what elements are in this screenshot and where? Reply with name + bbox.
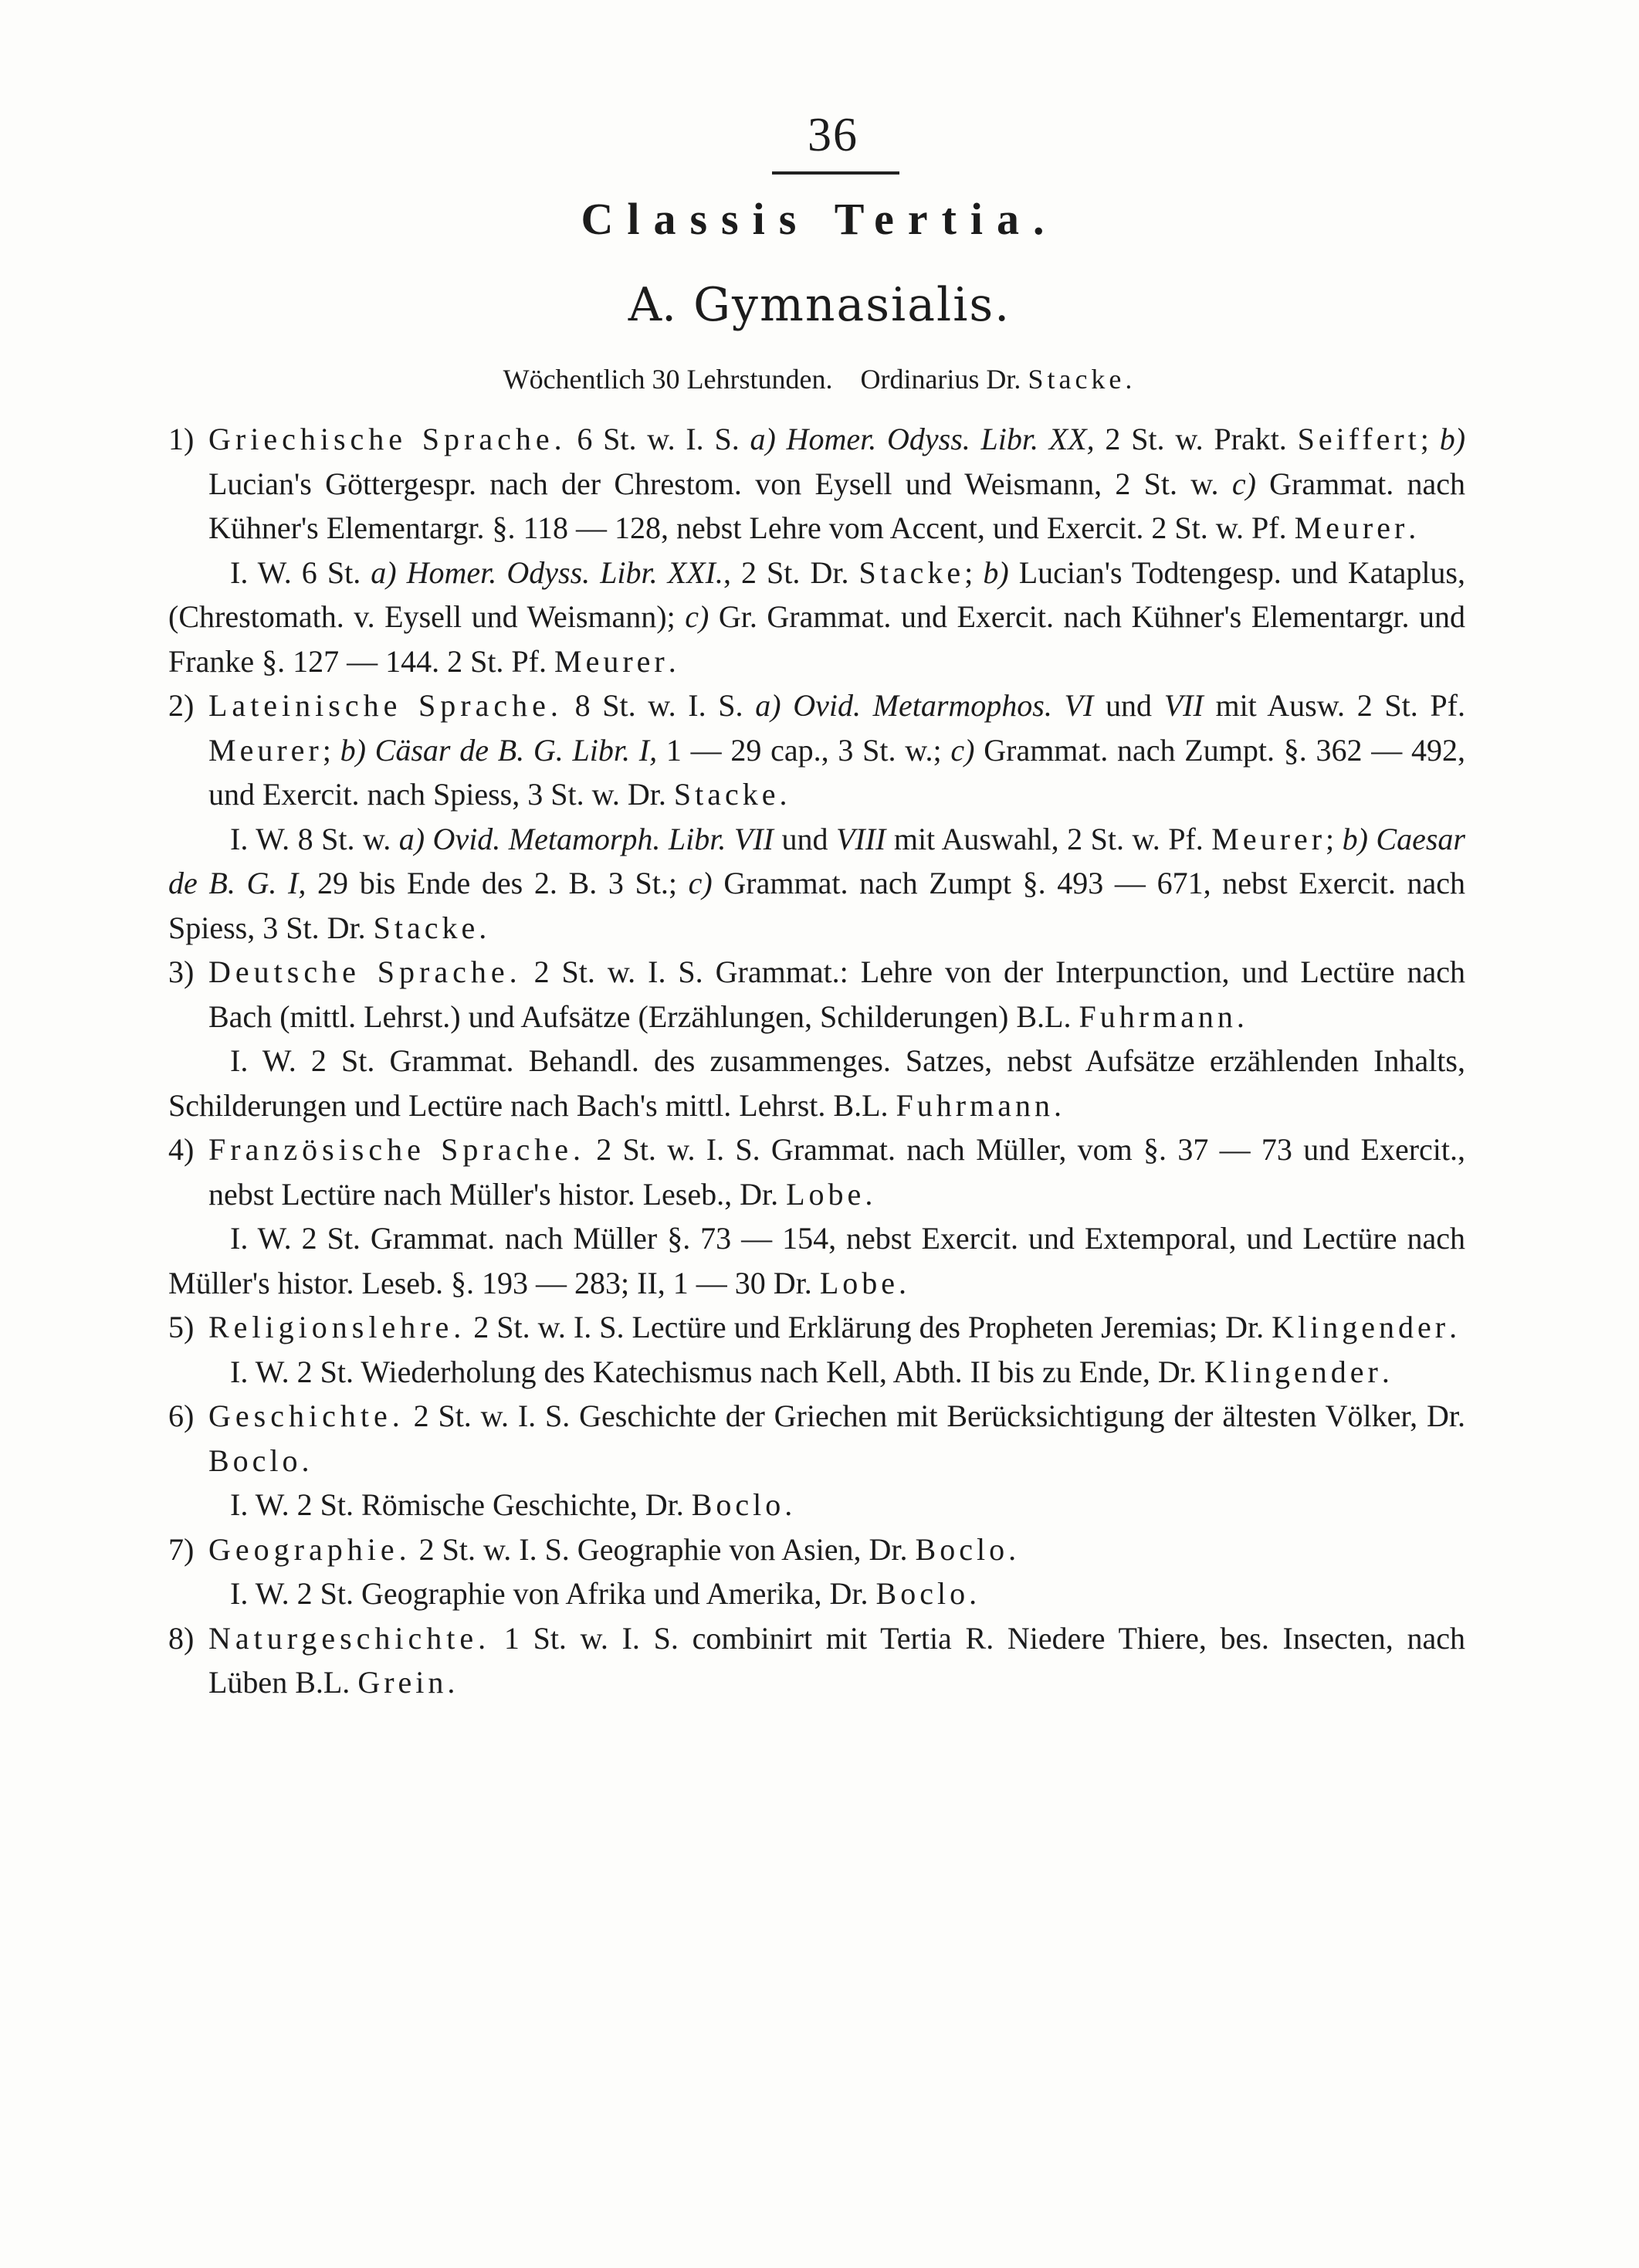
title-text: a) Homer. Odyss. Libr. XXI. — [371, 554, 723, 590]
subject-name: Religionslehre. — [208, 1310, 466, 1344]
subtitle-lead: A. — [628, 278, 677, 332]
teacher-name: Boclo — [691, 1487, 785, 1522]
teacher-name: Lobe — [819, 1265, 899, 1300]
teacher-name: Klingender — [1204, 1354, 1382, 1389]
title-text: c) — [688, 866, 713, 900]
subject-name: Deutsche Sprache. — [208, 954, 522, 989]
title-text: c) — [950, 732, 975, 768]
section-summer: 2) Lateinische Sprache. 8 St. w. I. S. a) Ovid. Metarmophos. VI und VII mit Ausw. 2 St. Pf. Meurer; b) Cäsar de B. G. Libr. I, 1 — 29 cap., 3 St. w.; c) Grammat. nach Zumpt. §. 362 — 492, und Exercit. nach Spiess, 3 St. w. Dr. Stacke. — [168, 683, 1465, 817]
section-number: 1) — [168, 422, 195, 456]
weekly-schedule — [0, 363, 1639, 395]
section-summer: 6) Geschichte. 2 St. w. I. S. Geschichte der Griechen mit Berücksichtigung der ältesten Völker, Dr. Boclo. — [168, 1394, 1465, 1483]
title-text: b) Caesar de B. G. I, — [168, 821, 1465, 900]
teacher-name: Stacke — [373, 910, 479, 945]
section-number: 4) — [168, 1132, 195, 1167]
title-text: b) Cäsar de B. G. Libr. I, — [340, 732, 658, 768]
teacher-name: Meurer — [554, 643, 669, 679]
section-summer: 1) Griechische Sprache. 6 St. w. I. S. a) Homer. Odyss. Libr. XX, 2 St. w. Prakt. Seiffert; b) Lucian's Göttergespr. nach der Chrestom. von Eysell und Weismann, 2 St. w. c) Grammat. nach Kühner's Elementargr. §. 118 — 128, nebst Lehre vom Accent, und Exercit. 2 St. w. Pf. Meurer. — [168, 417, 1465, 551]
section-summer: 3) Deutsche Sprache. 2 St. w. I. S. Grammat.: Lehre von der Interpunction, und Lectüre nach Bach (mittl. Lehrst.) und Aufsätze (Erzählungen, Schilderungen) B.L. Fuhrmann. — [168, 950, 1465, 1039]
title-text: VIII — [835, 821, 886, 856]
teacher-name: Fuhrmann — [896, 1087, 1054, 1123]
section-number: 6) — [168, 1398, 195, 1433]
section-winter: I. W. 2 St. Geographie von Afrika und Amerika, Dr. Boclo. — [230, 1576, 977, 1611]
teacher-name: Boclo — [915, 1531, 1009, 1567]
teacher-name: Fuhrmann — [1079, 998, 1237, 1034]
teacher-name: Boclo — [875, 1576, 970, 1611]
page-number: 36 — [808, 109, 858, 161]
ordinarius-name: Stacke. — [1028, 364, 1136, 395]
subtitle — [0, 278, 1639, 332]
teacher-name: Stacke — [858, 554, 965, 590]
title-text: c) — [685, 599, 709, 634]
teacher-name: Boclo — [208, 1443, 302, 1478]
section-number: 2) — [168, 688, 195, 723]
subtitle-name: Gymnasialis. — [693, 278, 1011, 332]
teacher-name: Seiffert — [1297, 422, 1421, 456]
section-number: 7) — [168, 1531, 195, 1567]
weekly-hours: Wöchentlich 30 Lehrstunden. — [503, 364, 833, 395]
subject-name: Naturgeschichte. — [208, 1620, 491, 1656]
section-winter: I. W. 6 St. a) Homer. Odyss. Libr. XXI., 2 St. Dr. Stacke; b) Lucian's Todtengesp. und Kataplus, (Chrestomath. v. Eysell und Weismann); c) Gr. Grammat. und Exercit. nach Kühner's Elementargr. und Franke §. 127 — 144. 2 St. Pf. Meurer. — [168, 554, 1466, 679]
section-number: 8) — [168, 1620, 195, 1656]
title-text: VII — [1163, 688, 1204, 723]
teacher-name: Lobe — [786, 1176, 865, 1212]
section-summer: 7) Geographie. 2 St. w. I. S. Geographie von Asien, Dr. Boclo. — [168, 1527, 1465, 1572]
page-number-rule — [772, 171, 899, 175]
title-text: a) Homer. Odyss. Libr. XX, — [750, 422, 1095, 456]
section-summer: 8) Naturgeschichte. 1 St. w. I. S. combinirt mit Tertia R. Niedere Thiere, bes. Insecten, nach Lüben B.L. Grein. — [168, 1616, 1465, 1705]
teacher-name: Meurer — [208, 732, 323, 768]
title-text: b) — [1439, 422, 1466, 456]
title-text: b) — [983, 554, 1009, 590]
title-text: a) Ovid. Metarmophos. VI — [755, 688, 1094, 723]
teacher-name: Meurer — [1211, 821, 1326, 856]
section-winter: I. W. 2 St. Wiederholung des Katechismus nach Kell, Abth. II bis zu Ende, Dr. Klingender. — [230, 1354, 1390, 1389]
section-winter: I. W. 8 St. w. a) Ovid. Metamorph. Libr. VII und VIII mit Auswahl, 2 St. w. Pf. Meurer; b) Caesar de B. G. I, 29 bis Ende des 2. B. 3 St.; c) Grammat. nach Zumpt §. 493 — 671, nebst Exercit. nach Spiess, 3 St. Dr. Stacke. — [168, 821, 1465, 945]
curriculum-sections — [168, 417, 1465, 1705]
teacher-name: Klingender — [1272, 1310, 1450, 1344]
title-text: c) — [1231, 466, 1256, 501]
section-winter: I. W. 2 St. Grammat. Behandl. des zusammenges. Satzes, nebst Aufsätze erzählenden Inhalts, Schilderungen und Lectüre nach Bach's mittl. Lehrst. B.L. Fuhrmann. — [168, 1043, 1465, 1123]
section-number: 3) — [168, 954, 195, 989]
section-summer: 4) Französische Sprache. 2 St. w. I. S. Grammat. nach Müller, vom §. 37 — 73 und Exercit., nebst Lectüre nach Müller's histor. Leseb., Dr. Lobe. — [168, 1127, 1465, 1216]
subject-name: Geschichte. — [208, 1398, 405, 1433]
subject-name: Griechische Sprache. — [208, 422, 567, 456]
subject-name: Lateinische Sprache. — [208, 688, 563, 723]
section-winter: I. W. 2 St. Grammat. nach Müller §. 73 — 154, nebst Exercit. und Extemporal, und Lectüre nach Müller's histor. Leseb. §. 193 — 283; II, 1 — 30 Dr. Lobe. — [168, 1221, 1465, 1300]
teacher-name: Grein — [357, 1665, 448, 1700]
teacher-name: Meurer — [1294, 510, 1409, 545]
section-summer: 5) Religionslehre. 2 St. w. I. S. Lectüre und Erklärung des Propheten Jeremias; Dr. Klingender. — [168, 1305, 1465, 1350]
subject-name: Französische Sprache. — [208, 1132, 585, 1167]
section-number: 5) — [168, 1310, 195, 1344]
class-title: Classis Tertia. — [581, 194, 1058, 244]
ordinarius-label: Ordinarius Dr. — [860, 364, 1021, 395]
subject-name: Geographie. — [208, 1531, 411, 1567]
teacher-name: Stacke — [673, 777, 780, 812]
title-text: a) Ovid. Metamorph. Libr. VII — [398, 821, 774, 856]
section-winter: I. W. 2 St. Römische Geschichte, Dr. Boclo. — [230, 1487, 793, 1522]
